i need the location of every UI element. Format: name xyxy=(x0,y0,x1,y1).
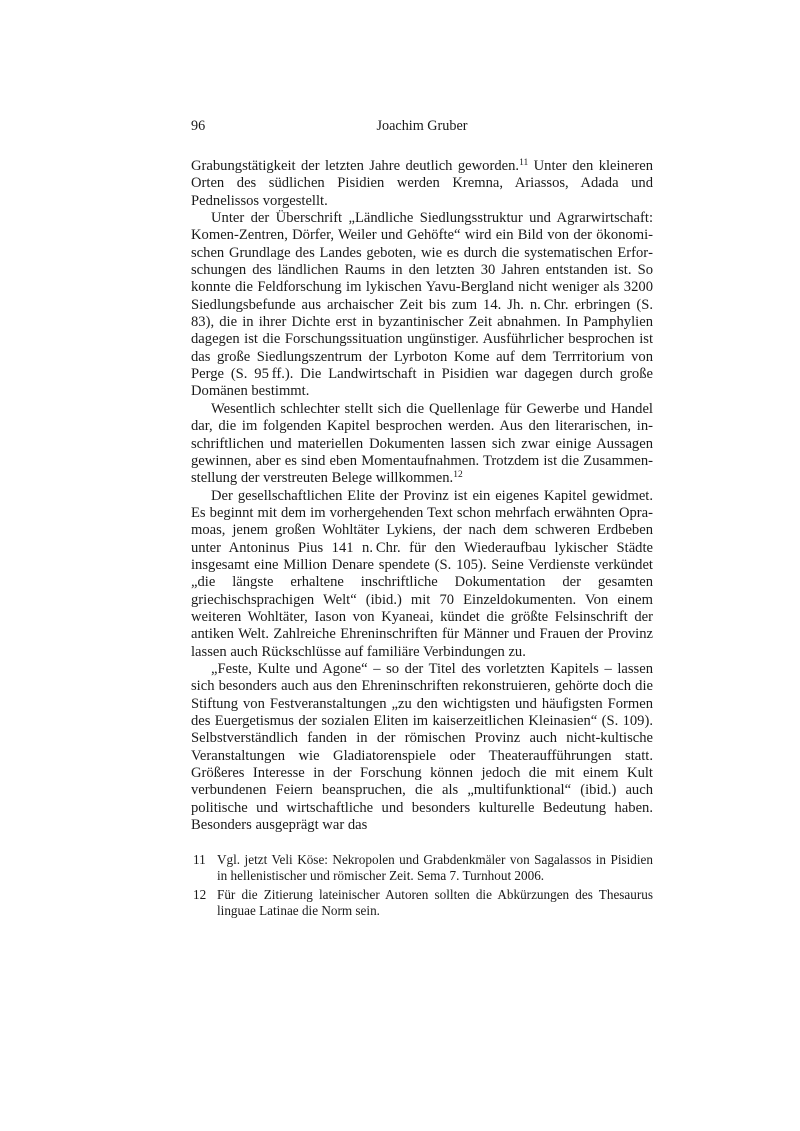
paragraph-text: „Feste, Kulte und Agone“ – so der Titel des vorletzten Kapitels – lassen sich besonders auch aus den Ehreninschriften rekonstruieren, gehörte doch die Stiftung von Festveranstaltungen „zu den wichtigsten und häufigsten Formen des Euergetismus der sozialen Eliten im kaiserzeitlichen Kleinasien“ (S. 109). Selbstverständlich fanden in der römischen Provinz auch nicht-kultische Veranstaltungen wie Gladiatorenspiele oder Theateraufführungen statt. Größeres Interesse in der Forschung können jedoch die mit einem Kult verbundenen Feiern beanspruchen, die als „multifunktional“ (ibid.) auch politische und wirtschaftliche und besonders kulturelle Bedeutung haben. Besonders ausgeprägt war das xyxy=(191,660,653,834)
footnote-reference[interactable]: 11 xyxy=(519,158,529,168)
footnote-text: Für die Zitierung lateinischer Autoren sollten die Abkürzungen des Thesaurus linguae Latinae die Norm sein. xyxy=(217,887,653,919)
footnote xyxy=(191,852,653,884)
paragraph-text: Wesentlich schlechter stellt sich die Quellenlage für Gewerbe und Handel dar, die im folgenden Kapitel besprochen werden. Aus den literarischen, inschriftlichen und materiellen Dokumenten lassen sich zwar einige Aussagen gewinnen, aber es sind eben Momentaufnahmen. Trotzdem ist die Zusammenstellung der verstreuten Belege willkommen. xyxy=(191,400,653,487)
page-number: 96 xyxy=(191,118,206,134)
paragraph xyxy=(191,401,653,488)
footnote-number: 11 xyxy=(193,852,206,868)
paragraph xyxy=(191,210,653,401)
paragraph-text: Grabungstätigkeit der letzten Jahre deutlich geworden. xyxy=(191,158,520,174)
footnotes xyxy=(191,852,653,919)
footnote-number: 12 xyxy=(193,887,207,903)
document-page xyxy=(191,118,653,922)
paragraph xyxy=(191,158,653,210)
page-header xyxy=(191,118,653,136)
paragraph xyxy=(191,488,653,661)
paragraph-text: Der gesellschaftlichen Elite der Provinz ist ein eigenes Kapitel gewidmet. Es beginnt mit dem im vorhergehenden Text schon mehrfach erwähnten Opramoas, jenem großen Wohltäter Lykiens, der nach dem schweren Erdbeben unter Antoninus Pius 141 n. Chr. für den Wiederaufbau lykischer Städte insgesamt eine Million Denare spendete (S. 105). Seine Verdienste verkündet „die längste erhaltene inschriftliche Dokumentation der gesamten griechischsprachigen Welt“ (ibid.) mit 70 Einzeldokumenten. Von einem weiteren Wohltäter, Iason von Kyaneai, kündet die größte Felsinschrift der antiken Welt. Zahlreiche Ehreninschriften für Männer und Frauen der Provinz lassen auch Rückschlüsse auf familiäre Verbindungen zu. xyxy=(191,487,653,660)
paragraph-text: Unter den kleineren Orten des südlichen Pisidien werden Kremna, Ariassos, Adada und Pednelissos vorgestellt. xyxy=(191,158,653,209)
footnote-text: Vgl. jetzt Veli Köse: Nekropolen und Grabdenkmäler von Sagalassos in Pisidien in hellenistischer und römischer Zeit. Sema 7. Turnhout 2006. xyxy=(217,852,653,884)
paragraph-text: Unter der Überschrift „Ländliche Siedlungsstruktur und Agrarwirtschaft: Komen-Zentren, Dörfer, Weiler und Gehöfte“ wird ein Bild von der ökonomischen Grundlage des Landes geboten, wie es durch die systematischen Erforschungen des ländlichen Raums in den letzten 30 Jahren entstanden ist. So konnte die Feldforschung im lykischen Yavu-Bergland nicht weniger als 3200 Siedlungsbefunde aus archaischer Zeit bis zum 14. Jh. n. Chr. erbringen (S. 83), die in ihrer Dichte erst in byzantinischer Zeit abnahmen. In Pamphylien dagegen ist die Forschungssituation ungünstiger. Ausführlicher besprochen ist das große Siedlungszentrum der Lyrboton Kome auf dem Terrritorium von Perge (S. 95 ff.). Die Landwirtschaft in Pisidien war dagegen durch große Domänen bestimmt. xyxy=(191,210,653,400)
footnote-reference[interactable]: 12 xyxy=(453,470,463,481)
footnote xyxy=(191,887,653,919)
running-head-author: Joachim Gruber xyxy=(376,118,468,134)
paragraph xyxy=(191,661,653,834)
body-text xyxy=(191,158,653,834)
